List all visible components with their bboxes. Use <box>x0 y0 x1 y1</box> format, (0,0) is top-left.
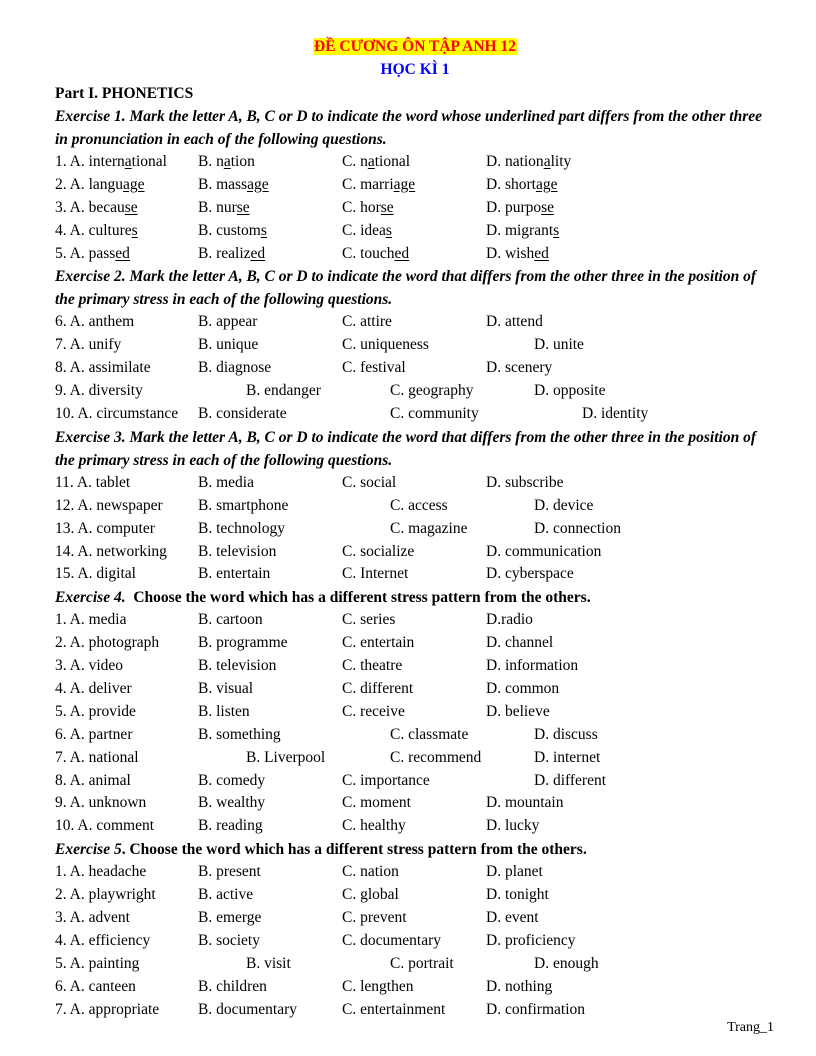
answer-option: B. wealthy <box>198 794 266 812</box>
answer-option: C. importance <box>342 771 430 789</box>
doc-subtitle: HỌC KÌ 1 <box>380 61 450 78</box>
answer-option: B. reading <box>198 817 263 835</box>
exercise-4-questions <box>55 609 775 838</box>
question-row <box>55 930 775 953</box>
answer-option: C. theatre <box>342 657 403 675</box>
answer-option: 8. A. animal <box>55 771 131 789</box>
question-row <box>55 334 775 357</box>
answer-option: C. socialize <box>342 542 415 560</box>
option-text: 4. A. culture <box>55 221 132 239</box>
answer-option: 4. A. efficiency <box>55 931 151 949</box>
answer-option: B. visit <box>246 954 291 972</box>
answer-option <box>55 174 145 197</box>
exercise-3-questions <box>55 472 775 586</box>
underlined-part: age <box>123 175 145 193</box>
option-text: C. hor <box>342 198 381 216</box>
answer-option: D. communication <box>486 542 602 560</box>
answer-option: B. society <box>198 931 260 949</box>
question-row <box>55 609 775 632</box>
exercise-1-title: Exercise 1. Mark the letter A, B, C or D to indicate the word whose underlined part differs from the other three in pronunciation in each of the following questions. <box>55 108 763 148</box>
question-row <box>55 884 775 907</box>
question-row <box>55 357 775 380</box>
option-text: D. purpo <box>486 198 542 216</box>
answer-option: D. scenery <box>486 359 553 377</box>
answer-option: C. portrait <box>390 954 454 972</box>
answer-option: B. something <box>198 725 281 743</box>
answer-option: 5. A. painting <box>55 954 140 972</box>
answer-option: 15. A. digital <box>55 565 136 583</box>
answer-option <box>55 151 167 174</box>
exercise-5-label: Exercise 5 <box>55 841 122 859</box>
option-text: C. n <box>342 153 368 170</box>
question-row <box>55 701 775 724</box>
underlined-part: ed <box>250 244 266 262</box>
underlined-part: s <box>553 221 560 239</box>
question-row <box>55 976 775 999</box>
answer-option: B. emerge <box>198 909 262 927</box>
answer-option <box>198 174 269 197</box>
question-row <box>55 953 775 976</box>
answer-option: 2. A. playwright <box>55 886 156 904</box>
option-text: D. short <box>486 175 536 193</box>
answer-option: 1. A. headache <box>55 863 147 881</box>
answer-option: B. television <box>198 542 277 560</box>
question-row <box>55 815 775 838</box>
question-row <box>55 174 775 197</box>
underlined-part: se <box>236 198 250 216</box>
answer-option <box>198 243 265 266</box>
option-text: B. realiz <box>198 244 251 262</box>
question-row <box>55 311 775 334</box>
answer-option <box>342 197 394 220</box>
option-text: tion <box>230 153 255 170</box>
answer-option: C. healthy <box>342 817 406 835</box>
answer-option: C. series <box>342 611 396 629</box>
answer-option <box>342 151 410 174</box>
question-row <box>55 472 775 495</box>
answer-option <box>342 220 392 243</box>
underlined-part: s <box>385 221 392 239</box>
answer-option: C. entertain <box>342 634 415 652</box>
doc-title-wrap <box>55 36 775 58</box>
answer-option: 3. A. advent <box>55 909 130 927</box>
question-row <box>55 678 775 701</box>
answer-option: D. proficiency <box>486 931 576 949</box>
underlined-part: se <box>541 198 555 216</box>
question-row <box>55 563 775 586</box>
answer-option: B. comedy <box>198 771 266 789</box>
answer-option: D. discuss <box>534 725 598 743</box>
answer-option: C. festival <box>342 359 406 377</box>
underlined-part: a <box>124 153 132 170</box>
answer-option: D. connection <box>534 519 621 537</box>
option-text: B. n <box>198 153 224 170</box>
exercise-5-title <box>55 838 775 861</box>
answer-option: B. media <box>198 473 254 491</box>
question-row <box>55 243 775 266</box>
underlined-part: ed <box>534 244 549 262</box>
question-row <box>55 655 775 678</box>
answer-option: 10. A. circumstance <box>55 405 179 423</box>
answer-option: D. internet <box>534 748 601 766</box>
option-text: D. nation <box>486 153 544 170</box>
exercise-4-instruction: Choose the word which has a different stress pattern from the others. <box>125 589 591 607</box>
question-row <box>55 541 775 564</box>
option-text: B. nur <box>198 198 237 216</box>
answer-option: 12. A. newspaper <box>55 496 163 514</box>
question-row <box>55 518 775 541</box>
answer-option: B. Liverpool <box>246 748 326 766</box>
answer-option: 11. A. tablet <box>55 473 131 491</box>
answer-option: C. documentary <box>342 931 442 949</box>
answer-option: B. programme <box>198 634 288 652</box>
underlined-part: s <box>260 221 267 239</box>
option-text: B. custom <box>198 221 261 239</box>
answer-option: B. endanger <box>246 382 321 400</box>
answer-option: 9. A. unknown <box>55 794 147 812</box>
option-text: B. mass <box>198 175 248 193</box>
answer-option: D. attend <box>486 313 543 331</box>
answer-option <box>55 243 130 266</box>
option-text: C. touch <box>342 244 395 262</box>
answer-option: D. unite <box>534 336 584 354</box>
answer-option: 7. A. unify <box>55 336 122 354</box>
answer-option: C. global <box>342 886 399 904</box>
answer-option <box>342 174 415 197</box>
answer-option: B. appear <box>198 313 258 331</box>
answer-option: C. different <box>342 680 414 698</box>
answer-option: B. smartphone <box>198 496 289 514</box>
question-row <box>55 197 775 220</box>
answer-option: B. diagnose <box>198 359 272 377</box>
answer-option <box>55 197 138 220</box>
answer-option: 5. A. provide <box>55 702 136 720</box>
answer-option: C. access <box>390 496 448 514</box>
answer-option <box>198 220 267 243</box>
answer-option <box>486 151 571 174</box>
answer-option: B. children <box>198 977 267 995</box>
underlined-part: ed <box>394 244 410 262</box>
option-text: D. migrant <box>486 221 554 239</box>
answer-option: 7. A. national <box>55 748 139 766</box>
question-row <box>55 999 775 1022</box>
answer-option: D. confirmation <box>486 1000 586 1018</box>
answer-option <box>486 220 559 243</box>
answer-option <box>486 174 557 197</box>
answer-option: 13. A. computer <box>55 519 155 537</box>
answer-option: D. nothing <box>486 977 553 995</box>
answer-option: 8. A. assimilate <box>55 359 151 377</box>
answer-option: C. nation <box>342 863 399 881</box>
answer-option: D. opposite <box>534 382 606 400</box>
exercise-4-title <box>55 586 775 609</box>
document-page <box>55 36 775 1022</box>
question-row <box>55 861 775 884</box>
answer-option: B. documentary <box>198 1000 298 1018</box>
answer-option: D. common <box>486 680 560 698</box>
underlined-part: age <box>535 175 558 193</box>
answer-option: D. cyberspace <box>486 565 574 583</box>
answer-option <box>55 220 138 243</box>
option-text: 1. A. intern <box>55 153 125 170</box>
answer-option: 2. A. photograph <box>55 634 160 652</box>
exercise-5-questions <box>55 861 775 1021</box>
option-text: D. wish <box>486 244 535 262</box>
answer-option: D. subscribe <box>486 473 564 491</box>
underlined-part: age <box>247 175 269 193</box>
answer-option: C. recommend <box>390 748 482 766</box>
answer-option: D. lucky <box>486 817 540 835</box>
answer-option: C. geography <box>390 382 474 400</box>
underlined-part: a <box>223 153 231 170</box>
question-row <box>55 770 775 793</box>
answer-option: 10. A. comment <box>55 817 155 835</box>
answer-option: 6. A. anthem <box>55 313 135 331</box>
question-row <box>55 724 775 747</box>
question-row <box>55 792 775 815</box>
question-row <box>55 632 775 655</box>
option-text: 2. A. langu <box>55 175 124 193</box>
answer-option: C. Internet <box>342 565 409 583</box>
underlined-part: se <box>380 198 394 216</box>
answer-option: 7. A. appropriate <box>55 1000 160 1018</box>
answer-option: C. entertainment <box>342 1000 446 1018</box>
answer-option: D.radio <box>486 611 533 629</box>
answer-option: B. technology <box>198 519 285 537</box>
answer-option: D. channel <box>486 634 554 652</box>
exercise-3-title: Exercise 3. Mark the letter A, B, C or D to indicate the word that differs from the other three in the position of the primary stress in each of the following questions. <box>55 428 756 469</box>
answer-option: C. community <box>390 405 479 423</box>
answer-option <box>342 243 409 266</box>
question-row <box>55 380 775 403</box>
answer-option: D. planet <box>486 863 543 881</box>
answer-option: 1. A. media <box>55 611 127 629</box>
answer-option: 6. A. canteen <box>55 977 136 995</box>
answer-option: C. uniqueness <box>342 336 429 354</box>
exercise-2-title: Exercise 2. Mark the letter A, B, C or D to indicate the word that differs from the other three in the position of the primary stress in each of the following questions. <box>55 268 756 309</box>
underlined-part: a <box>543 153 551 170</box>
underlined-part: ed <box>115 244 130 262</box>
part-heading: Part I. PHONETICS <box>55 85 194 102</box>
answer-option: B. active <box>198 886 254 904</box>
question-row <box>55 220 775 243</box>
answer-option: D. device <box>534 496 594 514</box>
answer-option: D. information <box>486 657 579 675</box>
underlined-part: age <box>393 175 416 193</box>
option-text: C. idea <box>342 221 386 239</box>
answer-option: 4. A. deliver <box>55 680 132 698</box>
answer-option: D. event <box>486 909 539 927</box>
question-row <box>55 403 775 426</box>
answer-option <box>198 197 250 220</box>
question-row <box>55 151 775 174</box>
answer-option: B. unique <box>198 336 259 354</box>
option-text: 3. A. becau <box>55 198 125 216</box>
answer-option: C. moment <box>342 794 411 812</box>
exercise-1-questions <box>55 151 775 265</box>
answer-option: D. enough <box>534 954 599 972</box>
doc-title: ĐỀ CƯƠNG ÔN TẬP ANH 12 <box>314 38 516 55</box>
exercise-2-questions <box>55 311 775 425</box>
question-row <box>55 747 775 770</box>
answer-option: D. mountain <box>486 794 564 812</box>
answer-option: B. visual <box>198 680 254 698</box>
question-row <box>55 907 775 930</box>
answer-option: C. classmate <box>390 725 469 743</box>
answer-option: B. television <box>198 657 277 675</box>
answer-option: B. present <box>198 863 261 881</box>
answer-option <box>486 243 549 266</box>
option-text: lity <box>550 153 572 170</box>
answer-option: 3. A. video <box>55 657 124 675</box>
page-number: Trang_1 <box>727 1020 774 1035</box>
answer-option: D. identity <box>582 405 649 423</box>
answer-option: C. attire <box>342 313 392 331</box>
answer-option: C. prevent <box>342 909 407 927</box>
answer-option: B. cartoon <box>198 611 263 629</box>
answer-option: D. different <box>534 771 607 789</box>
answer-option: 9. A. diversity <box>55 382 143 400</box>
underlined-part: s <box>131 221 138 239</box>
answer-option: C. magazine <box>390 519 468 537</box>
answer-option: B. entertain <box>198 565 271 583</box>
exercise-5-instruction: . Choose the word which has a different stress pattern from the others. <box>121 841 587 859</box>
option-text: tional <box>374 153 411 170</box>
answer-option: D. believe <box>486 702 550 720</box>
answer-option: C. receive <box>342 702 405 720</box>
answer-option: 14. A. networking <box>55 542 167 560</box>
answer-option: B. listen <box>198 702 250 720</box>
question-row <box>55 495 775 518</box>
option-text: 5. A. pass <box>55 244 116 262</box>
exercise-4-label: Exercise 4. <box>55 589 126 607</box>
answer-option <box>486 197 554 220</box>
option-text: tional <box>131 153 167 170</box>
answer-option: 6. A. partner <box>55 725 133 743</box>
underlined-part: a <box>367 153 375 170</box>
answer-option: D. tonight <box>486 886 549 904</box>
answer-option: B. considerate <box>198 405 287 423</box>
underlined-part: se <box>124 198 138 216</box>
answer-option: C. social <box>342 473 397 491</box>
answer-option <box>198 151 255 174</box>
option-text: C. marri <box>342 175 394 193</box>
answer-option: C. lengthen <box>342 977 414 995</box>
